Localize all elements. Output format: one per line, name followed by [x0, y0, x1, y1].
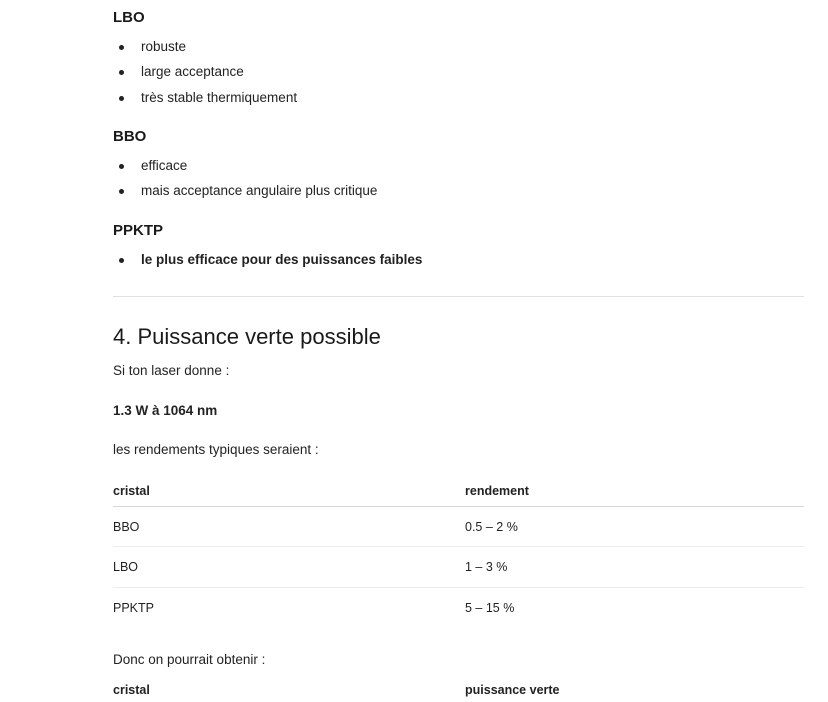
bullet-icon — [119, 164, 124, 169]
table-cell: LBO — [113, 560, 139, 574]
paragraph: Donc on pourrait obtenir : — [113, 652, 266, 667]
section-heading: 4. Puissance verte possible — [113, 324, 381, 349]
table-cell: 5 – 15 % — [465, 601, 515, 615]
heading-bbo: BBO — [113, 128, 147, 145]
table-header-puissance-verte: puissance verte — [465, 683, 560, 697]
section-divider — [113, 296, 804, 297]
table-header-divider — [113, 506, 804, 507]
row-divider — [113, 587, 804, 588]
table-cell: PPKTP — [113, 601, 154, 615]
table-cell: BBO — [113, 520, 140, 534]
paragraph: Si ton laser donne : — [113, 363, 230, 378]
table-cell: 1 – 3 % — [465, 560, 508, 574]
bullet-icon — [119, 45, 124, 50]
row-divider — [113, 546, 804, 547]
table-cell: 0.5 – 2 % — [465, 520, 518, 534]
table-header-cristal: cristal — [113, 683, 150, 697]
paragraph-power: 1.3 W à 1064 nm — [113, 403, 218, 418]
bullet-icon — [119, 258, 124, 263]
heading-lbo: LBO — [113, 9, 145, 26]
bullet-icon — [119, 96, 124, 101]
bullet-icon — [119, 189, 124, 194]
table-header-cristal: cristal — [113, 484, 150, 498]
table-header-rendement: rendement — [465, 484, 529, 498]
paragraph: les rendements typiques seraient : — [113, 442, 319, 457]
heading-ppktp: PPKTP — [113, 222, 164, 239]
bullet-icon — [119, 70, 124, 75]
